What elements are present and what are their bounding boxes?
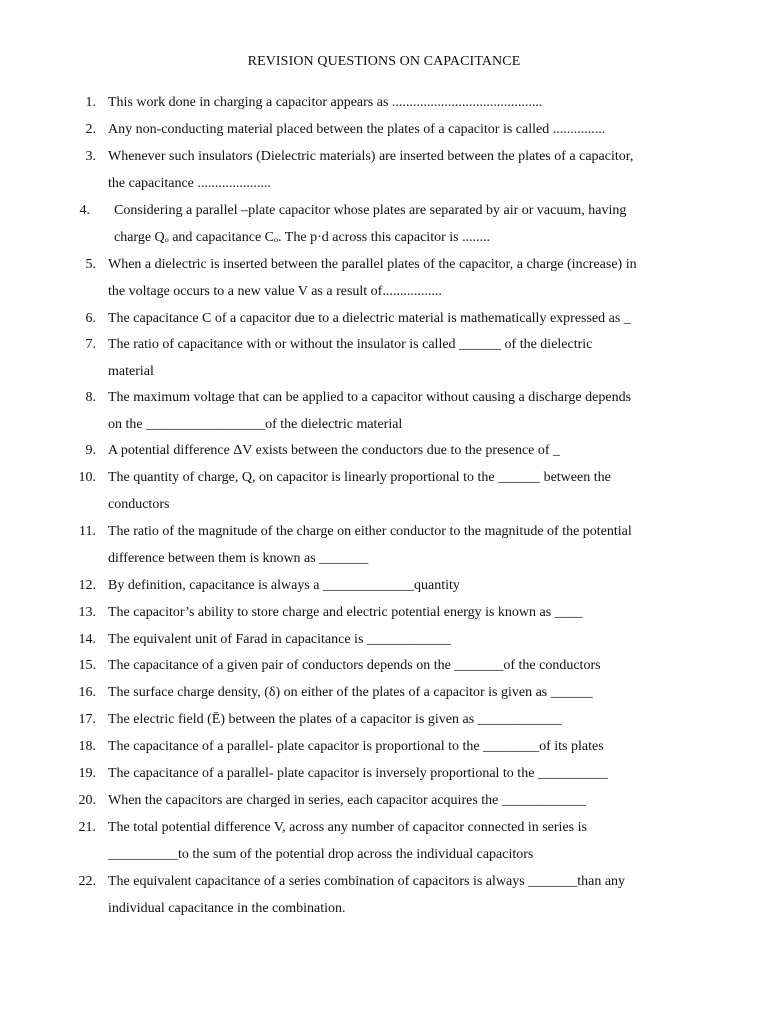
question-text: Any non-conducting material placed between the plates of a capacitor is called ...............	[108, 122, 606, 137]
question-number: 17.	[78, 712, 96, 727]
question-number: 5.	[85, 257, 96, 272]
question-number: 20.	[78, 793, 96, 808]
question-text: the voltage occurs to a new value V as a result of.................	[108, 283, 442, 299]
question-text: When a dielectric is inserted between the parallel plates of the capacitor, a charge (increase) in	[108, 257, 637, 272]
question-number: 6.	[85, 311, 96, 326]
question-number: 18.	[78, 739, 96, 754]
question-number: 16.	[78, 685, 96, 700]
question-text: on the _________________of the dielectric material	[108, 416, 403, 432]
question-number: 4.	[79, 203, 90, 218]
question-text: The capacitance C of a capacitor due to a dielectric material is mathematically expressed as _	[108, 311, 631, 326]
question-text: A potential difference ΔV exists between the conductors due to the presence of _	[108, 443, 561, 458]
question-text: The capacitance of a given pair of conductors depends on the _______of the conductors	[108, 658, 601, 673]
question-number: 9.	[85, 443, 96, 458]
question-number: 14.	[78, 632, 96, 647]
question-number: 21.	[78, 820, 96, 835]
question-number: 1.	[85, 95, 96, 110]
question-text: The electric field (Ē) between the plates of a capacitor is given as ____________	[108, 712, 562, 727]
question-text: Considering a parallel –plate capacitor whose plates are separated by air or vacuum, having	[114, 203, 627, 218]
question-text: The equivalent capacitance of a series combination of capacitors is always _______than any	[108, 874, 626, 889]
question-text: The capacitor’s ability to store charge and electric potential energy is known as ____	[108, 605, 583, 620]
question-number: 8.	[85, 390, 96, 405]
question-text: charge Qₒ and capacitance Cₒ. The p·d across this capacitor is ........	[114, 229, 491, 245]
question-text: The ratio of the magnitude of the charge on either conductor to the magnitude of the potential	[108, 524, 632, 539]
question-number: 13.	[78, 605, 96, 620]
question-text: The quantity of charge, Q, on capacitor is linearly proportional to the ______ between the	[108, 470, 611, 485]
question-text: By definition, capacitance is always a _____________quantity	[108, 578, 460, 593]
question-text: Whenever such insulators (Dielectric materials) are inserted between the plates of a capacitor,	[108, 149, 634, 164]
question-text: The total potential difference V, across any number of capacitor connected in series is	[108, 820, 587, 835]
question-number: 19.	[78, 766, 96, 781]
question-text: The equivalent unit of Farad in capacitance is ____________	[108, 632, 451, 647]
question-number: 15.	[78, 658, 96, 673]
question-text: The ratio of capacitance with or without the insulator is called ______ of the dielectric	[108, 337, 593, 352]
page-title: REVISION QUESTIONS ON CAPACITANCE	[247, 54, 521, 69]
question-number: 11.	[79, 524, 96, 539]
question-text: individual capacitance in the combination.	[108, 900, 346, 916]
question-text: The surface charge density, (δ) on either of the plates of a capacitor is given as ______	[108, 685, 593, 700]
question-text: The capacitance of a parallel- plate capacitor is proportional to the ________of its plates	[108, 739, 604, 754]
question-text: When the capacitors are charged in series, each capacitor acquires the ____________	[108, 793, 586, 808]
question-number: 10.	[78, 470, 96, 485]
question-text: the capacitance .....................	[108, 175, 271, 191]
question-number: 3.	[85, 149, 96, 164]
question-number: 2.	[85, 122, 96, 137]
question-text: material	[108, 363, 154, 379]
question-text: The capacitance of a parallel- plate capacitor is inversely proportional to the __________	[108, 766, 608, 781]
question-number: 22.	[78, 874, 96, 889]
question-text: The maximum voltage that can be applied to a capacitor without causing a discharge depends	[108, 390, 632, 405]
question-number: 7.	[85, 337, 96, 352]
question-text: difference between them is known as _______	[108, 550, 369, 566]
question-text: __________to the sum of the potential drop across the individual capacitors	[108, 846, 534, 862]
question-number: 12.	[78, 578, 96, 593]
question-text: conductors	[108, 496, 170, 512]
question-text: This work done in charging a capacitor appears as ...........................................	[108, 95, 543, 110]
